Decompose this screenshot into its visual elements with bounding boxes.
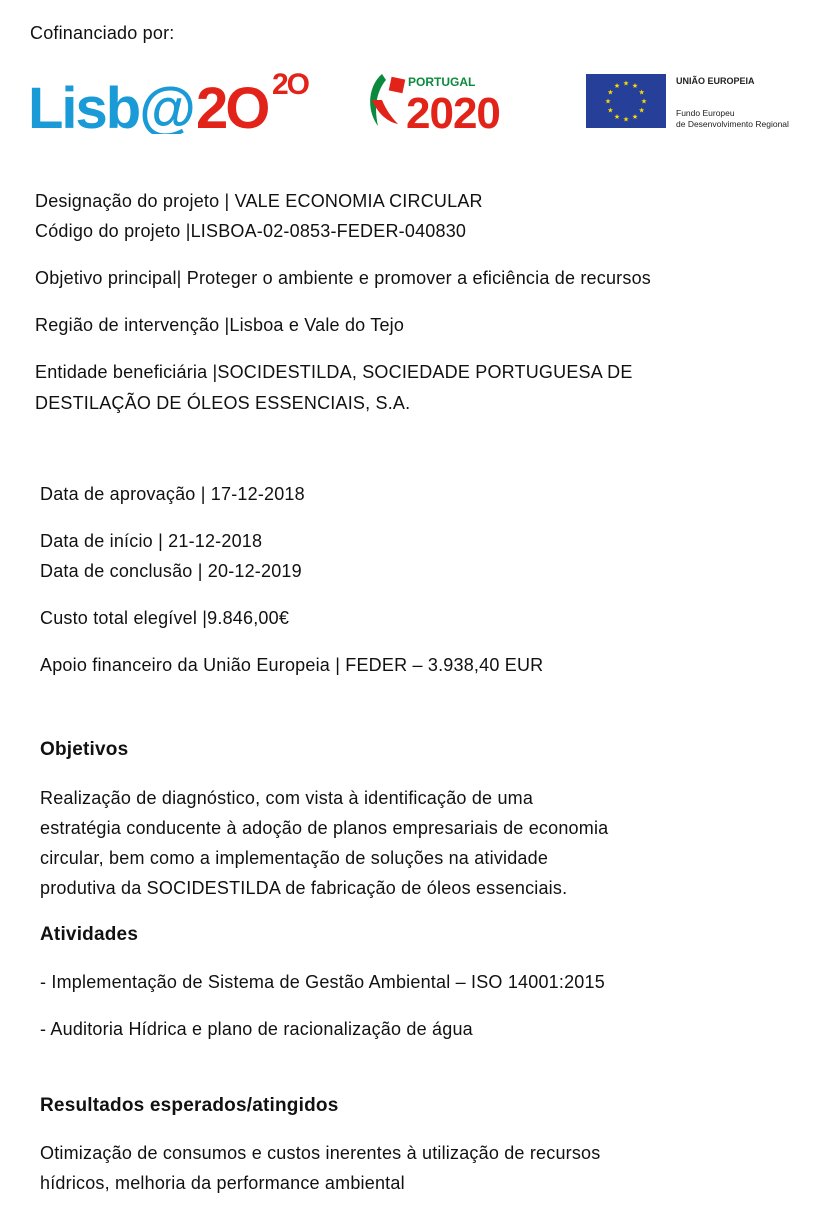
approval-date: Data de aprovação | 17-12-2018 bbox=[40, 484, 305, 504]
eu-star: ★ bbox=[607, 89, 614, 97]
eu-star: ★ bbox=[613, 82, 621, 90]
project-region: Região de intervenção |Lisboa e Vale do Tejo bbox=[35, 315, 405, 335]
portugal-2020-logo bbox=[364, 70, 544, 132]
eu-fund-line2: de Desenvolvimento Regional bbox=[676, 119, 789, 129]
objectives-line: produtiva da SOCIDESTILDA de fabricação de óleos essenciais. bbox=[40, 878, 568, 898]
eu-fund-line1: Fundo Europeu bbox=[676, 108, 735, 118]
portugal-logo-year: 2020 bbox=[406, 89, 500, 132]
portugal-logo-top-text: PORTUGAL bbox=[408, 75, 476, 89]
eu-star: ★ bbox=[604, 98, 612, 106]
portugal-logo-red-square bbox=[389, 77, 406, 94]
eu-star: ★ bbox=[613, 114, 621, 122]
eu-star: ★ bbox=[631, 114, 639, 122]
lisboa-logo-sup: 2O bbox=[272, 68, 309, 101]
objectives-line: circular, bem como a implementação de soluções na atividade bbox=[40, 848, 549, 868]
total-cost: Custo total elegível |9.846,00€ bbox=[40, 608, 290, 628]
eu-fund-logo-graphic bbox=[586, 72, 816, 132]
eu-star: ★ bbox=[622, 116, 630, 124]
lisboa-2020-logo-graphic bbox=[28, 64, 328, 134]
objectives-line: estratégia conducente à adoção de planos empresariais de economia bbox=[40, 818, 609, 838]
eu-star: ★ bbox=[638, 107, 645, 115]
project-code: Código do projeto |LISBOA-02-0853-FEDER-040830 bbox=[35, 221, 467, 241]
lisboa-2020-logo bbox=[28, 64, 328, 134]
eu-star: ★ bbox=[638, 89, 645, 97]
lisboa-logo-year: 2O bbox=[196, 76, 268, 134]
end-date: Data de conclusão | 20-12-2019 bbox=[40, 561, 302, 581]
eu-fund-logo bbox=[586, 72, 816, 132]
project-designation: Designação do projeto | VALE ECONOMIA CIRCULAR bbox=[35, 191, 483, 211]
activities-heading: Atividades bbox=[40, 924, 139, 945]
results-line: Otimização de consumos e custos inerentes à utilização de recursos bbox=[40, 1143, 601, 1163]
start-date: Data de início | 21-12-2018 bbox=[40, 531, 263, 551]
project-beneficiary-line1: Entidade beneficiária |SOCIDESTILDA, SOCIEDADE PORTUGUESA DE bbox=[35, 362, 633, 382]
project-objective: Objetivo principal| Proteger o ambiente e promover a eficiência de recursos bbox=[35, 268, 651, 288]
cofinanced-label: Cofinanciado por: bbox=[30, 23, 175, 43]
portugal-2020-logo-graphic bbox=[364, 70, 544, 132]
activity-item: - Auditoria Hídrica e plano de racionalização de água bbox=[40, 1019, 473, 1039]
eu-star: ★ bbox=[640, 98, 648, 106]
objectives-heading: Objetivos bbox=[40, 739, 129, 760]
eu-support: Apoio financeiro da União Europeia | FEDER – 3.938,40 EUR bbox=[40, 655, 544, 675]
eu-star: ★ bbox=[631, 82, 639, 90]
eu-star: ★ bbox=[607, 107, 614, 115]
results-line: hídricos, melhoria da performance ambiental bbox=[40, 1173, 405, 1193]
activity-item: - Implementação de Sistema de Gestão Ambiental – ISO 14001:2015 bbox=[40, 972, 605, 992]
objectives-line: Realização de diagnóstico, com vista à identificação de uma bbox=[40, 788, 534, 808]
eu-title: UNIÃO EUROPEIA bbox=[676, 76, 755, 86]
eu-star: ★ bbox=[622, 80, 630, 88]
project-beneficiary-line2: DESTILAÇÃO DE ÓLEOS ESSENCIAIS, S.A. bbox=[35, 393, 411, 413]
lisboa-logo-main: Lisb@ bbox=[28, 76, 194, 134]
results-heading: Resultados esperados/atingidos bbox=[40, 1095, 339, 1116]
